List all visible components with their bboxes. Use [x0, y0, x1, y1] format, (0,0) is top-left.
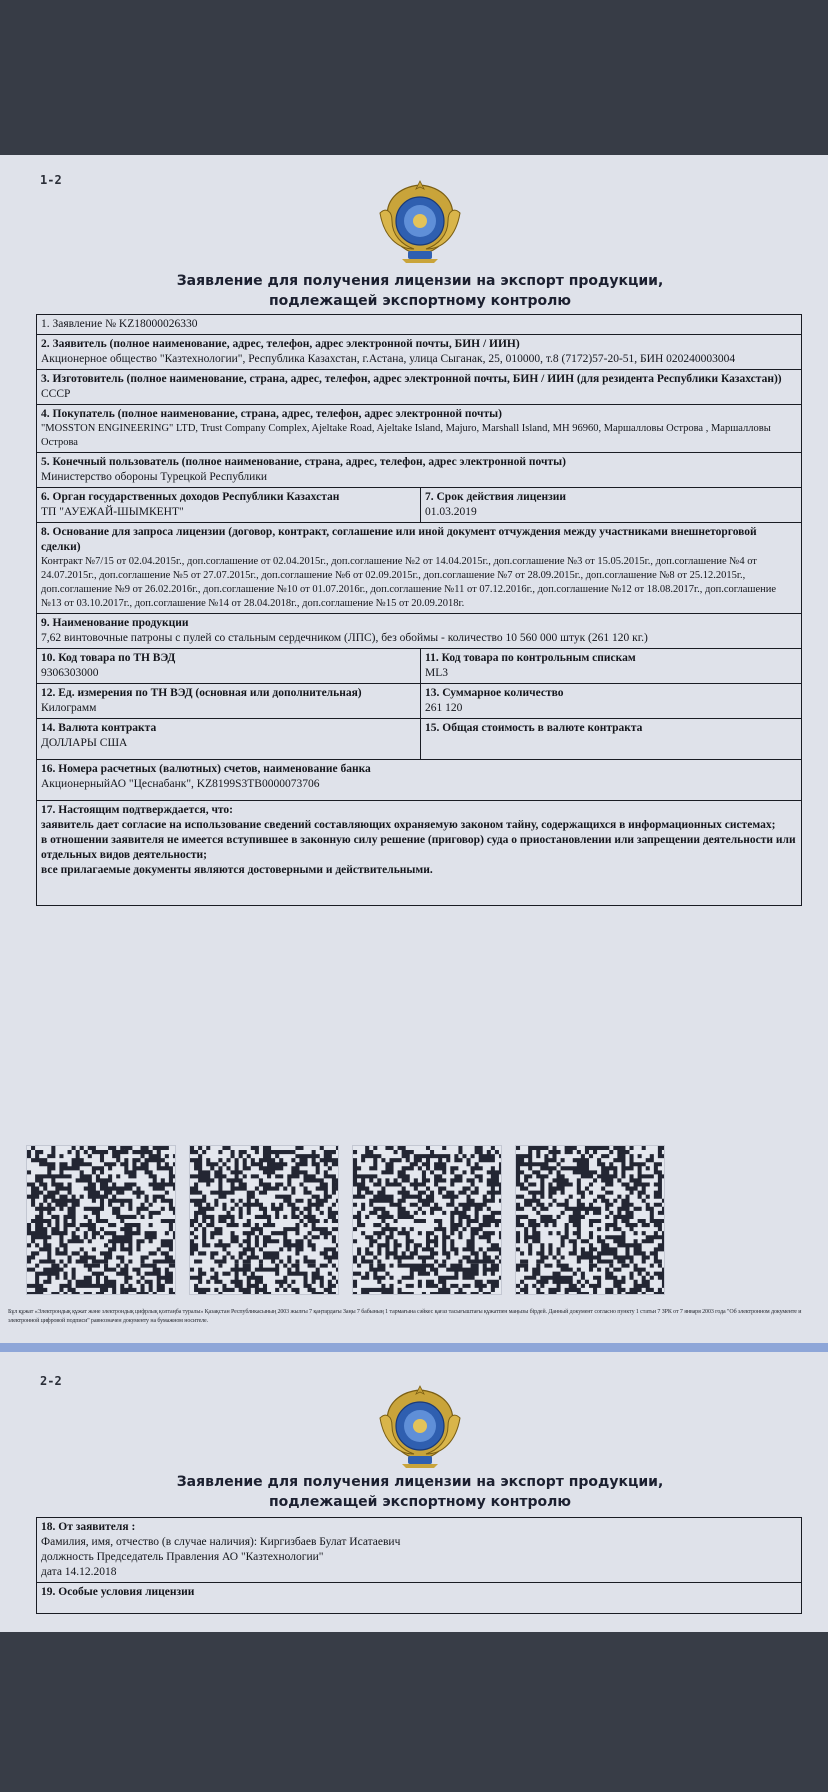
field-1-application-number: 1. Заявление № KZ18000026330: [41, 318, 198, 330]
field-19-row: [37, 1583, 801, 1613]
page-number: 1-2: [40, 173, 62, 187]
bottom-dark-band: [0, 1632, 828, 1792]
qr-code-row: [26, 1145, 666, 1295]
qr-code-icon: [515, 1145, 665, 1295]
field-3-label: 3. Изготовитель (полное наименование, страна, адрес, телефон, адрес электронной почты, БИН / ИИН (для резидента Республики Казахстан)): [41, 373, 782, 385]
kazakhstan-state-emblem-icon: [378, 177, 462, 265]
document-page-2: [0, 1352, 828, 1632]
field-4-label: 4. Покупатель (полное наименование, страна, адрес, телефон, адрес электронной почты): [41, 408, 502, 420]
field-5-label: 5. Конечный пользователь (полное наименование, страна, адрес, телефон, адрес электронной почты): [41, 456, 566, 468]
field-18-row: [37, 1518, 801, 1583]
legal-footer-note: Бұл құжат «Электрондық құжат және электрондық цифрлық қолтаңба туралы» Қазақстан Республикасының 2003 жылғы 7 қаңтардағы Заңы 7 бабының 1 тармағына сәйкес қағаз тасығыштағы құжатпен маңызы бірдей. Данный документ согласно пункту 1 статьи 7 ЗРК от 7 января 2003 года "Об электронном документе и электронной цифровой подписи" равнозначен документу на бумажном носителе.: [8, 1309, 802, 1324]
field-9-label: 9. Наименование продукции: [41, 617, 189, 629]
page-separator: [0, 1343, 828, 1352]
field-18-name-line: Фамилия, имя, отчество (в случае наличия): Киргизбаев Булат Исатаевич: [41, 1536, 401, 1548]
field-11-value: ML3: [425, 667, 448, 679]
document-page-1: [0, 155, 828, 1343]
field-16-row: [37, 760, 801, 801]
field-2-value: Акционерное общество "Казтехнологии", Республика Казахстан, г.Астана, улица Сыганак, 25, 010000, т.8 (7172)57-20-51, БИН 020240003004: [41, 353, 736, 365]
field-12-13-row: [37, 684, 801, 719]
field-17-label: 17. Настоящим подтверждается, что:: [41, 804, 234, 816]
kazakhstan-state-emblem-icon: [378, 1382, 462, 1470]
field-4-value: "MOSSTON ENGINEERING" LTD, Trust Company Complex, Ajeltake Road, Ajeltake Island, Majuro, Marshall Island, MH 96960, Маршалловы Острова , Маршалловы Острова: [41, 423, 771, 448]
field-9-value: 7,62 винтовочные патроны с пулей со стальным сердечником (ЛПС), без обоймы - количество 10 560 000 штук (261 120 кг.): [41, 632, 648, 644]
field-6-7-row: [37, 488, 801, 523]
field-8-value: Контракт №7/15 от 02.04.2015г., доп.соглашение от 02.04.2015г., доп.соглашение №2 от 14.04.2015г., доп.соглашение №3 от 15.05.2015г., доп.соглашение №4 от 24.07.2015г., доп.соглашение №5 от 27.07.2015г., доп.соглашение №6 от 02.09.2015г., доп.соглашение №7 от 28.09.2015г., доп.соглашение №8 от 25.12.2015г., доп.соглашение №9 от 26.02.2016г., доп.соглашение №10 от 01.07.2016г., доп.соглашение №11 от 07.12.2016г., доп.соглашение №12 от 18.08.2017г., доп.соглашение №13 от 03.10.2017г., доп.соглашение №14 от 28.04.2018г., доп.соглашение №15 от 20.09.2018г.: [41, 556, 777, 609]
qr-code-icon: [26, 1145, 176, 1295]
license-form-page-1: [36, 314, 802, 906]
field-3-row: [37, 370, 801, 405]
field-10-value: 9306303000: [41, 667, 99, 679]
field-16-value: АкционерныйАО "Цеснабанк", KZ8199S3TB0000073706: [41, 778, 320, 790]
field-15-label: 15. Общая стоимость в валюте контракта: [425, 722, 643, 734]
field-7-value: 01.03.2019: [425, 506, 477, 518]
field-16-label: 16. Номера расчетных (валютных) счетов, наименование банка: [41, 763, 371, 775]
field-12-label: 12. Ед. измерения по ТН ВЭД (основная или дополнительная): [41, 687, 362, 699]
field-18-date-line: дата 14.12.2018: [41, 1566, 117, 1578]
field-8-row: [37, 523, 801, 614]
field-8-label: 8. Основание для запроса лицензии (договор, контракт, соглашение или иной документ отчуждения между участниками внешнеторговой сделки): [41, 526, 757, 553]
field-7-label: 7. Срок действия лицензии: [425, 491, 566, 503]
qr-code-icon: [189, 1145, 339, 1295]
title-line-2: подлежащей экспортному контролю: [268, 1494, 572, 1510]
field-12-value: Килограмм: [41, 702, 97, 714]
field-18-label: 18. От заявителя :: [41, 1521, 136, 1533]
field-5-row: [37, 453, 801, 488]
field-6-label: 6. Орган государственных доходов Республики Казахстан: [41, 491, 340, 503]
field-13-label: 13. Суммарное количество: [425, 687, 564, 699]
page-number: 2-2: [40, 1374, 62, 1388]
field-17-line-3: все прилагаемые документы являются достоверными и действительными.: [41, 864, 433, 876]
field-11-label: 11. Код товара по контрольным спискам: [425, 652, 636, 664]
field-6-value: ТП "АУЕЖАЙ-ШЫМКЕНТ": [41, 506, 184, 518]
top-dark-band: [0, 0, 828, 155]
field-17-line-2: в отношении заявителя не имеется вступившее в законную силу решение (приговор) суда о приостановлении или запрещении деятельности или отдельных видов деятельности;: [41, 834, 796, 861]
title-line-1: Заявление для получения лицензии на экспорт продукции,: [176, 273, 664, 289]
title-line-1: Заявление для получения лицензии на экспорт продукции,: [176, 1474, 664, 1490]
document-title: [80, 1472, 760, 1512]
field-14-value: ДОЛЛАРЫ США: [41, 737, 128, 749]
field-2-label: 2. Заявитель (полное наименование, адрес, телефон, адрес электронной почты, БИН / ИИН): [41, 338, 520, 350]
field-3-value: СССР: [41, 388, 71, 400]
document-title: [80, 271, 760, 311]
field-2-row: [37, 335, 801, 370]
license-form-page-2: [36, 1517, 802, 1614]
qr-code-icon: [352, 1145, 502, 1295]
field-17-line-1: заявитель дает согласие на использование сведений составляющих охраняемую законом тайну, содержащихся в информационных системах;: [41, 819, 776, 831]
field-1-row: [37, 315, 801, 335]
field-4-row: [37, 405, 801, 453]
field-18-position-line: должность Председатель Правления АО "Казтехнологии": [41, 1551, 324, 1563]
field-10-11-row: [37, 649, 801, 684]
field-13-value: 261 120: [425, 702, 463, 714]
field-9-row: [37, 614, 801, 649]
field-14-15-row: [37, 719, 801, 760]
field-17-row: [37, 801, 801, 905]
field-5-value: Министерство обороны Турецкой Республики: [41, 471, 268, 483]
title-line-2: подлежащей экспортному контролю: [268, 293, 572, 309]
field-10-label: 10. Код товара по ТН ВЭД: [41, 652, 176, 664]
field-14-label: 14. Валюта контракта: [41, 722, 157, 734]
field-19-label: 19. Особые условия лицензии: [41, 1586, 195, 1598]
